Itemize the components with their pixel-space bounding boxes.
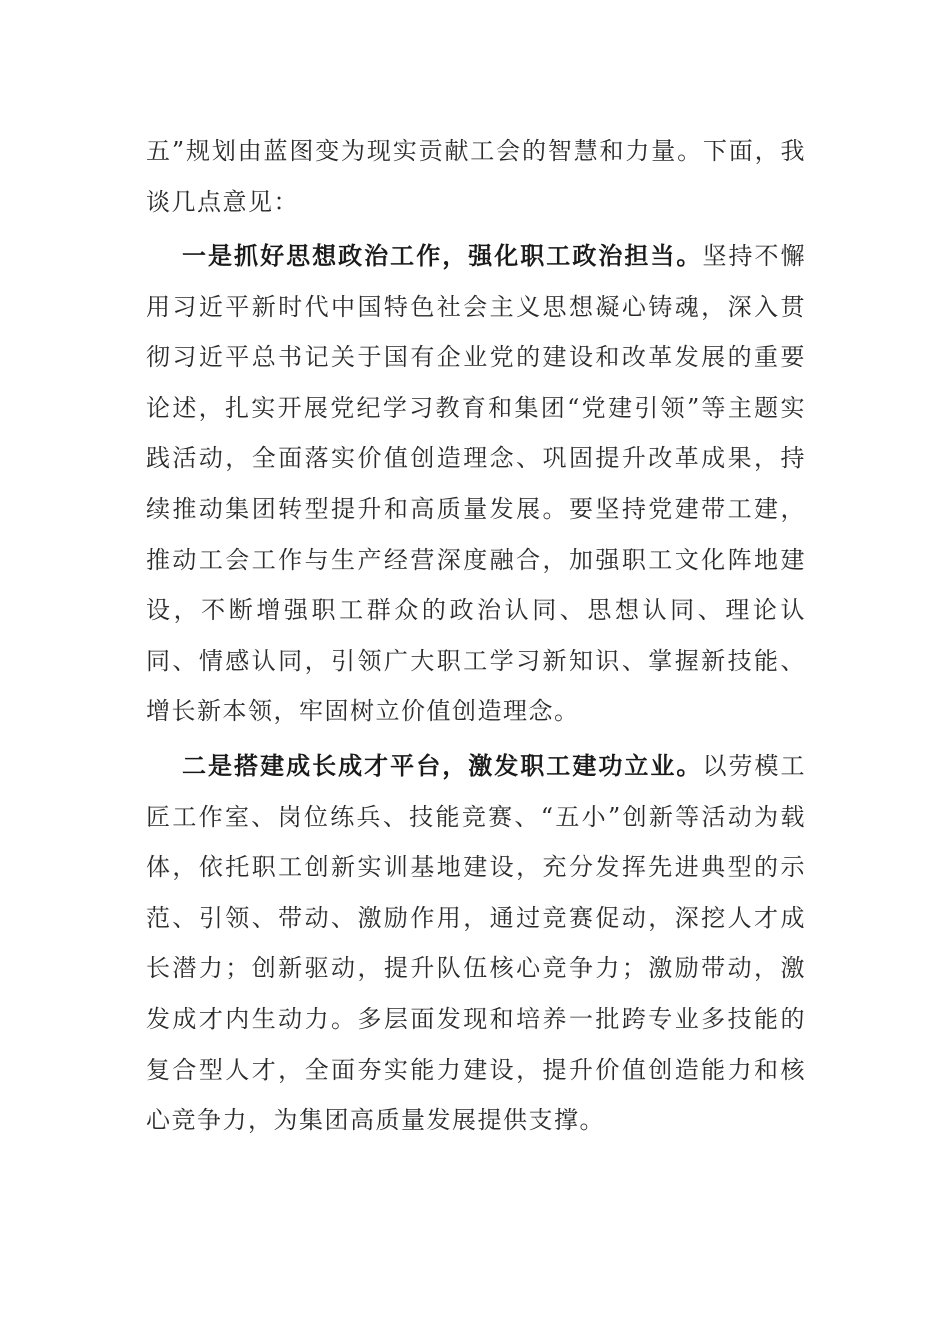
paragraph-intro-text: 五”规划由蓝图变为现实贡献工会的智慧和力量。下面，我谈几点意见：: [146, 137, 806, 216]
paragraph-intro: [146, 126, 806, 227]
paragraph-political-work: [146, 231, 806, 737]
paragraph-growth-platform-text: 以劳模工匠工作室、岗位练兵、技能竞赛、“五小”创新等活动为载体，依托职工创新实训基地建设，充分发挥先进典型的示范、引领、带动、激励作用，通过竞赛促动，深挖人才成长潜力；创新驱动，提升队伍核心竞争力；激励带动，激发成才内生动力。多层面发现和培养一批跨专业多技能的复合型人才，全面夯实能力建设，提升价值创造能力和核心竞争力，为集团高质量发展提供支撑。: [146, 751, 807, 1135]
paragraph-political-work-text: 坚持不懈用习近平新时代中国特色社会主义思想凝心铸魂，深入贯彻习近平总书记关于国有企业党的建设和改革发展的重要论述，扎实开展党纪学习教育和集团“党建引领”等主题实践活动，全面落实价值创造理念、巩固提升改革成果，持续推动集团转型提升和高质量发展。要坚持党建带工建，推动工会工作与生产经营深度融合，加强职工文化阵地建设，不断增强职工群众的政治认同、思想认同、理论认同、情感认同，引领广大职工学习新知识、掌握新技能、增长新本领，牢固树立价值创造理念。: [146, 242, 807, 726]
document-body: [146, 126, 806, 1146]
paragraph-political-work-lead: 一是抓好思想政治工作，强化职工政治担当。: [182, 242, 703, 270]
paragraph-growth-platform: [146, 741, 806, 1146]
paragraph-growth-platform-lead: 二是搭建成长成才平台，激发职工建功立业。: [182, 751, 703, 780]
